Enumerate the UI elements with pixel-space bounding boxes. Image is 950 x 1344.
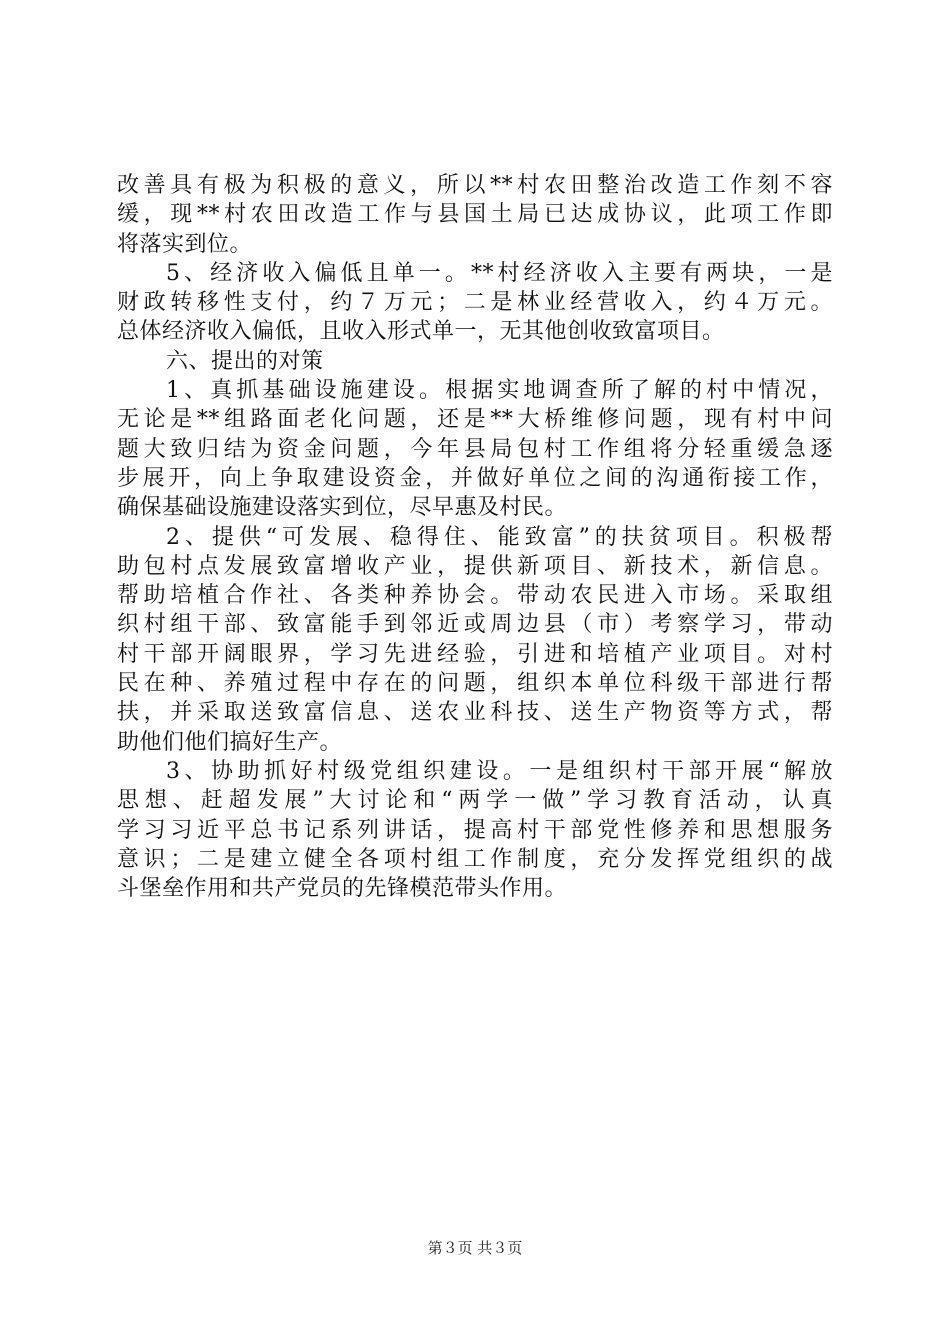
text-line: 织村组干部、致富能手到邻近或周边县（市）考察学习，带动 [117, 612, 833, 638]
section-heading: 六、提出的对策 [166, 348, 324, 374]
body-text [117, 171, 833, 903]
paragraph-economic-income [117, 259, 833, 347]
text-line: 斗堡垒作用和共产党员的先锋模范带头作用。 [117, 876, 568, 902]
text-line: 助他们他们搞好生产。 [117, 729, 343, 755]
text-line: 助包村点发展致富增收产业，提供新项目、新技术，新信息。 [117, 553, 833, 579]
text-line: 将落实到位。 [117, 231, 253, 257]
text-line: 帮助培植合作社、各类种养协会。带动农民进入市场。采取组 [117, 583, 833, 609]
paragraph-infrastructure [117, 376, 833, 522]
text-line: 3、协助抓好村级党组织建设。一是组织村干部开展“解放 [166, 758, 833, 784]
page-number: 第３页 共３页 [427, 1239, 523, 1257]
text-line: 意识；二是建立健全各项村组工作制度，充分发挥党组织的战 [117, 846, 833, 872]
text-line: 村干部开阔眼界，学习先进经验，引进和培植产业项目。对村 [117, 641, 833, 667]
text-line: 民在种、养殖过程中存在的问题，组织本单位科级干部进行帮 [117, 671, 833, 697]
paragraph-party-building [117, 757, 833, 903]
text-line: 确保基础设施建设落实到位，尽早惠及村民。 [117, 495, 568, 521]
text-line: 缓，现**村农田改造工作与县国土局已达成协议，此项工作即 [117, 202, 833, 228]
paragraph-continuation [117, 171, 833, 259]
text-line: 题大致归结为资金问题，今年县局包村工作组将分轻重缓急逐 [117, 436, 833, 462]
text-line: 学习习近平总书记系列讲话，提高村干部党性修养和思想服务 [117, 817, 833, 843]
text-line: 步展开，向上争取建设资金，并做好单位之间的沟通衔接工作， [117, 465, 833, 491]
text-line: 1、真抓基础设施建设。根据实地调查所了解的村中情况， [166, 378, 833, 404]
text-line: 无论是**组路面老化问题，还是**大桥维修问题，现有村中问 [117, 407, 833, 433]
paragraph-poverty-projects [117, 523, 833, 757]
text-line: 思想、赶超发展”大讨论和“两学一做”学习教育活动，认真 [117, 788, 833, 814]
text-line: 改善具有极为积极的意义，所以**村农田整治改造工作刻不容 [117, 173, 833, 198]
text-line: 5、经济收入偏低且单一。**村经济收入主要有两块，一是 [166, 260, 833, 286]
text-line: 扶，并采取送致富信息、送农业科技、送生产物资等方式，帮 [117, 700, 833, 726]
section-heading-countermeasures [117, 347, 833, 376]
text-line: 财政转移性支付，约７万元；二是林业经营收入，约４万元。 [117, 290, 833, 316]
page-footer [0, 1238, 950, 1258]
text-line: 2、提供“可发展、稳得住、能致富”的扶贫项目。积极帮 [166, 524, 833, 550]
text-line: 总体经济收入偏低，且收入形式单一，无其他创收致富项目。 [117, 319, 725, 345]
